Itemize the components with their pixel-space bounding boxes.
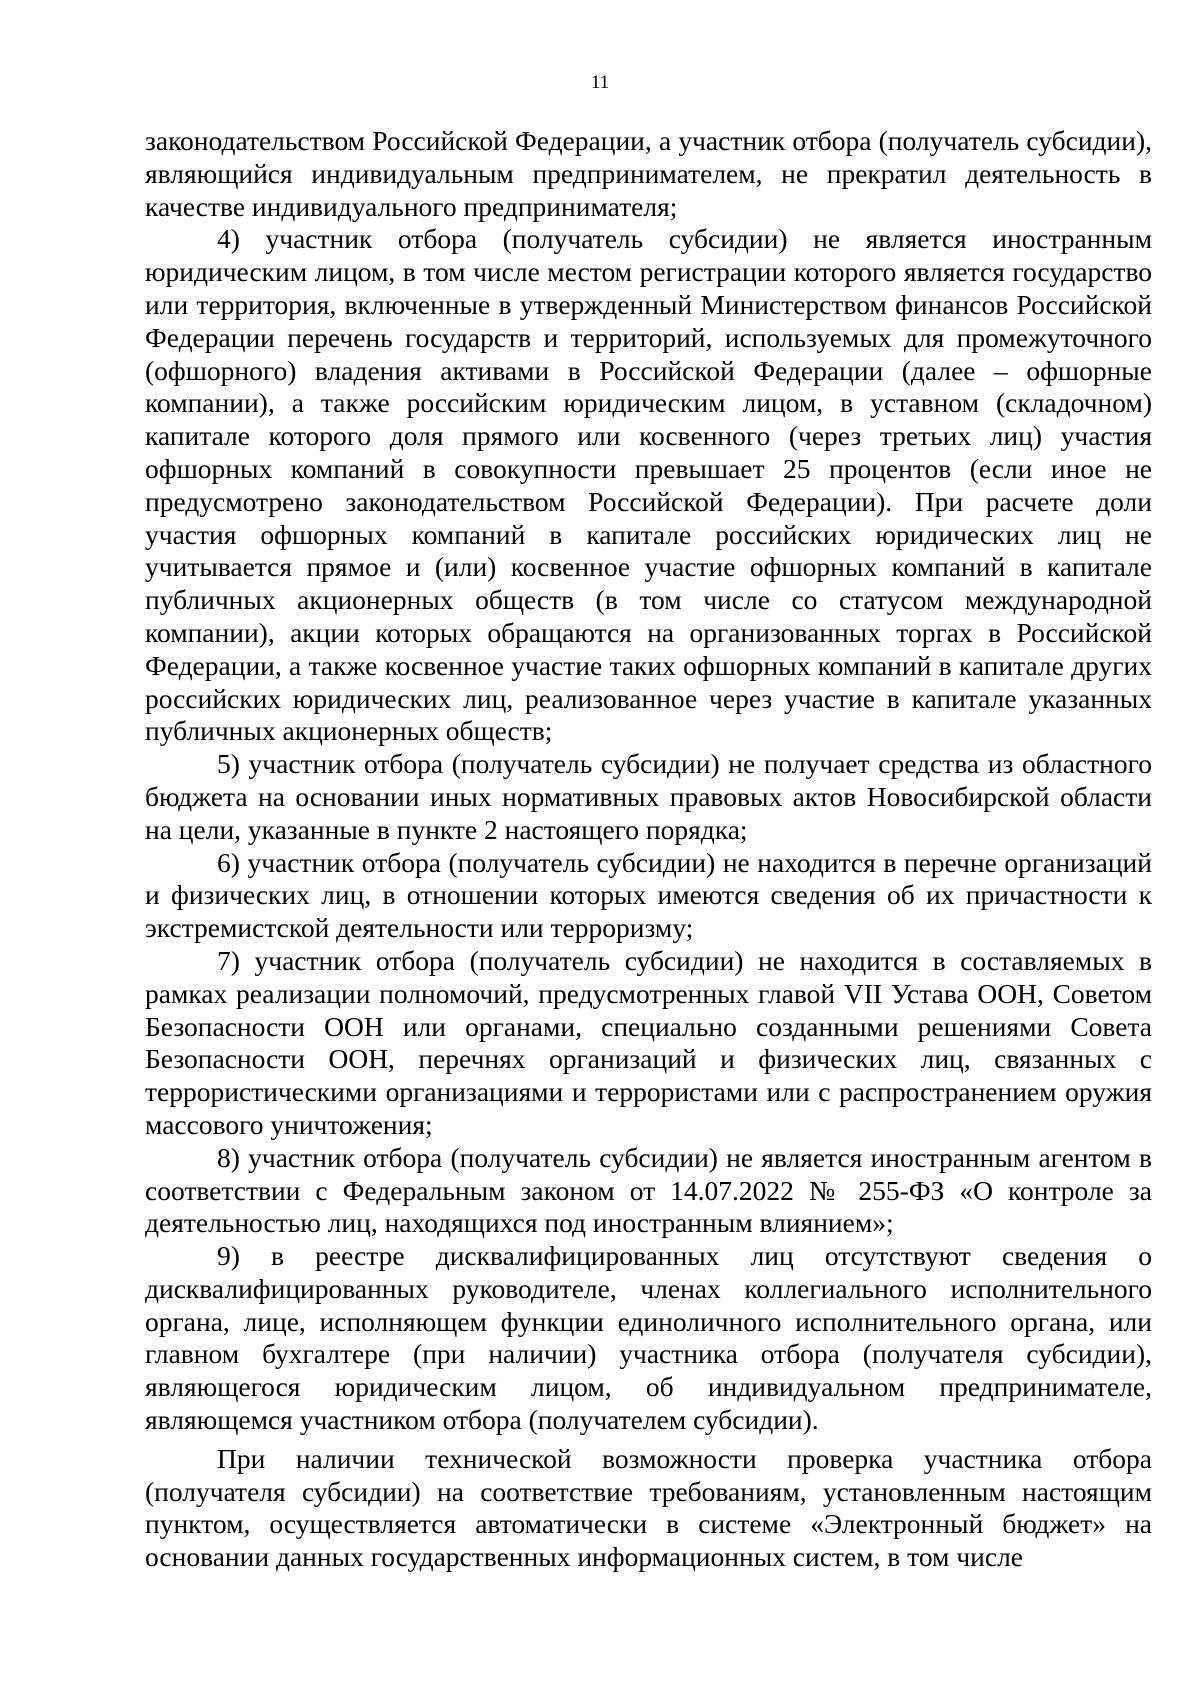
paragraph-item-4: 4) участник отбора (получатель субсидии) не является иностранным юридическим лицом, в том числе местом регистрации которого является государство или территория, включенные в утвержденный Министерством финансов Российской Федерации перечень государств и территорий, используемых для промежуточного (офшорного) владения активами в Российской Федерации (далее – офшорные компании), а также российским юридическим лицом, в уставном (складочном) капитале которого доля прямого или косвенного (через третьих лиц) участия офшорных компаний в совокупности превышает 25 процентов (если иное не предусмотрено законодательством Российской Федерации). При расчете доли участия офшорных компаний в капитале российских юридических лиц не учитывается прямое и (или) косвенное участие офшорных компаний в капитале публичных акционерных обществ (в том числе со статусом международной компании), акции которых обращаются на организованных торгах в Российской Федерации, а также косвенное участие таких офшорных компаний в капитале других российских юридических лиц, реализованное через участие в капитале указанных публичных акционерных обществ;	[145, 223, 1152, 747]
page-number: 11	[590, 72, 610, 93]
paragraph-item-7: 7) участник отбора (получатель субсидии) не находится в составляемых в рамках реализации полномочий, предусмотренных главой VII Устава ООН, Советом Безопасности ООН или органами, специально созданными решениями Совета Безопасности ООН, перечнях организаций и физических лиц, связанных с террористическими организациями и террористами или с распространением оружия массового уничтожения;	[145, 944, 1152, 1140]
paragraph-item-9: 9) в реестре дисквалифицированных лиц отсутствуют сведения о дисквалифицированных руководителе, членах коллегиального исполнительного органа, лице, исполняющем функции единоличного исполнительного органа, или главном бухгалтере (при наличии) участника отбора (получателя субсидии), являющегося юридическим лицом, об индивидуальном предпринимателе, являющемся участником отбора (получателем субсидии).	[145, 1240, 1152, 1436]
paragraph-item-6: 6) участник отбора (получатель субсидии) не находится в перечне организаций и физических лиц, в отношении которых имеются сведения об их причастности к экстремистской деятельности или терроризму;	[145, 846, 1152, 944]
paragraph-continuation: законодательством Российской Федерации, а участник отбора (получатель субсидии), являющийся индивидуальным предпринимателем, не прекратил деятельность в качестве индивидуального предпринимателя;	[145, 125, 1152, 222]
paragraph-item-5: 5) участник отбора (получатель субсидии) не получает средства из областного бюджета на основании иных нормативных правовых актов Новосибирской области на цели, указанные в пункте 2 настоящего порядка;	[145, 748, 1152, 845]
paragraph-verification: При наличии технической возможности проверка участника отбора (получателя субсидии) на соответствие требованиям, установленным настоящим пунктом, осуществляется автоматически в системе «Электронный бюджет» на основании данных государственных информационных систем, в том числе	[145, 1442, 1152, 1573]
document-body	[145, 125, 1152, 1574]
paragraph-item-8: 8) участник отбора (получатель субсидии) не является иностранным агентом в соответствии с Федеральным законом от 14.07.2022 № 255-ФЗ «О контроле за деятельностью лиц, находящихся под иностранным влиянием»;	[145, 1141, 1152, 1239]
